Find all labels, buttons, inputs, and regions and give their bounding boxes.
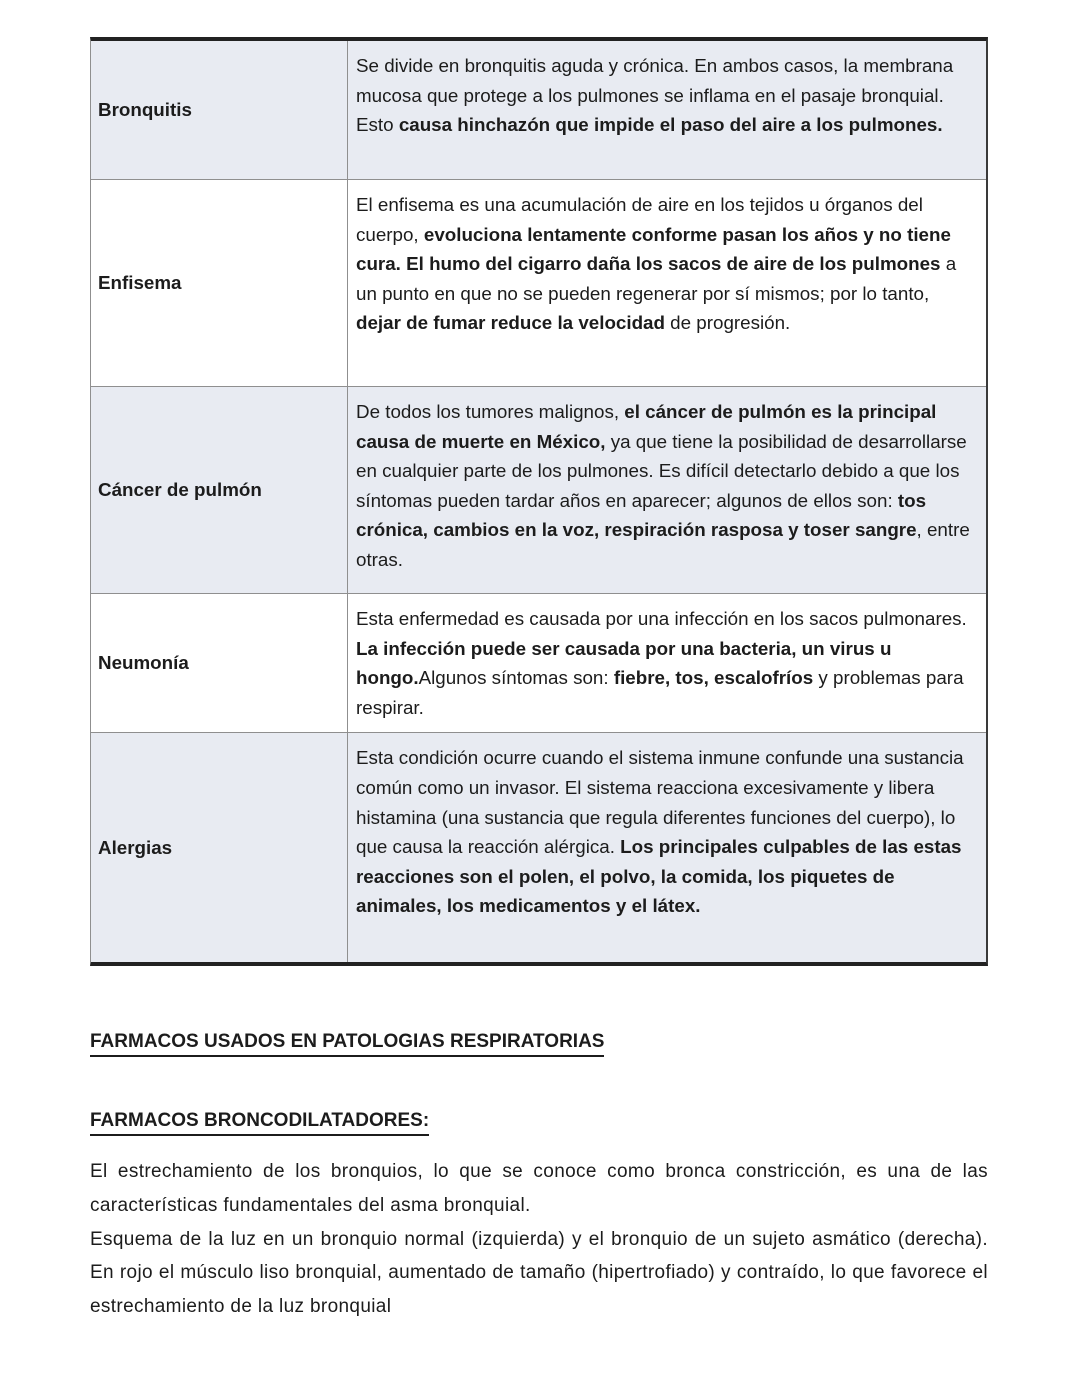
- disease-description-cell: Se divide en bronquitis aguda y crónica. En ambos casos, la membrana mucosa que protege a los pulmones se inflama en el pasaje bronquial. Esto causa hinchazón que impide el paso del aire a los pulmones.: [356, 55, 954, 136]
- table-row: [91, 41, 986, 180]
- subsection-heading: [90, 1109, 988, 1136]
- subsection-heading-text: FARMACOS BRONCODILATADORES:: [90, 1109, 429, 1136]
- respiratory-diseases-table: [90, 37, 988, 966]
- disease-description-cell: Esta enfermedad es causada por una infección en los sacos pulmonares. La infección puede ser causada por una bacteria, un virus u hongo.Algunos síntomas son: fiebre, tos, escalofríos y problemas para respirar.: [356, 608, 967, 718]
- disease-name-cell: Enfisema: [91, 180, 348, 386]
- disease-description-cell: Esta condición ocurre cuando el sistema inmune confunde una sustancia común como un invasor. El sistema reacciona excesivamente y libera histamina (una sustancia que regula diferentes funciones del cuerpo), lo que causa la reacción alérgica. Los principales culpables de las estas reacciones son el polen, el polvo, la comida, los piquetes de animales, los medicamentos y el látex.: [356, 747, 964, 917]
- disease-name-cell: Bronquitis: [91, 41, 348, 179]
- table-row: [91, 387, 986, 594]
- section-heading-text: FARMACOS USADOS EN PATOLOGIAS RESPIRATORIAS: [90, 1030, 604, 1057]
- disease-name-cell: Alergias: [91, 733, 348, 962]
- document-page: [90, 37, 988, 1323]
- disease-description-cell: De todos los tumores malignos, el cáncer de pulmón es la principal causa de muerte en México, ya que tiene la posibilidad de desarrollarse en cualquier parte de los pulmones. Es difícil detectarlo debido a que los síntomas pueden tardar años en aparecer; algunos de ellos son: tos crónica, cambios en la voz, respiración rasposa y toser sangre, entre otras.: [356, 401, 970, 570]
- table-row: [91, 594, 986, 733]
- body-text-block: [90, 1155, 988, 1323]
- disease-name-cell: Neumonía: [91, 594, 348, 732]
- paragraph-broncoconstriction: El estrechamiento de los bronquios, lo que se conoce como bronca constricción, es una de las características fundamentales del asma bronquial.: [90, 1161, 988, 1216]
- paragraph-bronchus-schema: Esquema de la luz en un bronquio normal (izquierda) y el bronquio de un sujeto asmático (derecha). En rojo el músculo liso bronquial, aumentado de tamaño (hipertrofiado) y contraído, lo que favorece el estrechamiento de la luz bronquial: [90, 1228, 988, 1317]
- disease-description-cell: El enfisema es una acumulación de aire en los tejidos u órganos del cuerpo, evoluciona lentamente conforme pasan los años y no tiene cura. El humo del cigarro daña los sacos de aire de los pulmones a un punto en que no se pueden regenerar por sí mismos; por lo tanto, dejar de fumar reduce la velocidad de progresión.: [356, 194, 957, 334]
- section-heading: [90, 1030, 988, 1057]
- table-row: [91, 180, 986, 387]
- disease-name-cell: Cáncer de pulmón: [91, 387, 348, 593]
- table-row: [91, 733, 986, 962]
